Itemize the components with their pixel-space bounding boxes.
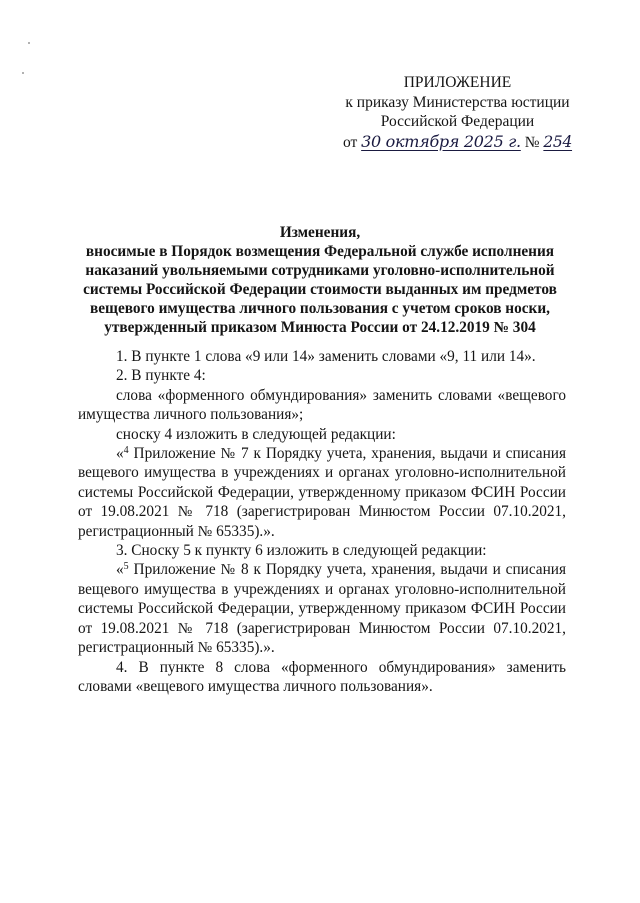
paragraph-1: 1. В пункте 1 слова «9 или 14» заменить словами «9, 11 или 14». — [116, 348, 536, 365]
paragraph-2: 2. В пункте 4: — [116, 367, 206, 385]
appendix-order-line: к приказу Министерства юстиции — [345, 93, 570, 111]
date-prefix: от — [342, 133, 358, 151]
number-prefix: № — [524, 133, 540, 151]
title-subtitle: вносимые в Порядок возмещения Федеральной службе исполнения наказаний увольняемыми сотрудниками уголовно-исполнительной системы Российской Федерации стоимости выданных им предметов вещевого имущества личного пользования с учетом сроков носки, утвержденный приказом Минюста России от 24.12.2019 № 304 — [83, 243, 557, 336]
title-heading: Изменения, — [279, 224, 361, 241]
quote-open: « — [116, 445, 124, 463]
paragraph-6: 3. Сноску 5 к пункту 6 изложить в следующей редакции: — [116, 542, 487, 560]
paragraph-footnote-4 — [78, 444, 566, 541]
paragraph-8: 4. В пункте 8 слова «форменного обмундирования» заменить словами «вещевого имущества личного пользования». — [78, 658, 566, 695]
footnote-marker-5: 5 — [123, 561, 129, 573]
handwritten-number: 254 — [543, 132, 573, 151]
footnote-marker-4: 4 — [123, 445, 129, 457]
paragraph-footnote-5 — [78, 560, 566, 657]
handwritten-date: 30 октября 2025 г. — [361, 131, 521, 151]
scan-speck — [28, 42, 30, 44]
appendix-header — [310, 73, 605, 152]
appendix-federation-line: Российской Федерации — [380, 113, 535, 130]
document-title — [70, 223, 570, 337]
appendix-date-line — [310, 132, 605, 153]
footnote-4-text: Приложение № 7 к Порядку учета, хранения, выдачи и списания вещевого имущества в учреждениях и органах уголовно-исполнительной системы Российской Федерации, утвержденному приказом ФСИН России от 19.08.2021 № 718 (зарегистрирован Минюстом России 07.10.2021, регистрационный № 65335).». — [78, 445, 566, 540]
footnote-5-text: Приложение № 8 к Порядку учета, хранения, выдачи и списания вещевого имущества в учреждениях и органах уголовно-исполнительной системы Российской Федерации, утвержденному приказом ФСИН России от 19.08.2021 № 718 (зарегистрирован Минюстом России 07.10.2021, регистрационный № 65335).». — [78, 561, 566, 657]
quote-open: « — [116, 561, 124, 579]
paragraph-3: слова «форменного обмундирования» заменить словами «вещевого имущества личного пользования»; — [78, 386, 566, 424]
scan-speck — [22, 72, 24, 74]
document-body — [78, 347, 566, 696]
appendix-title: ПРИЛОЖЕНИЕ — [403, 74, 512, 91]
paragraph-4: сноску 4 изложить в следующей редакции: — [116, 425, 396, 443]
